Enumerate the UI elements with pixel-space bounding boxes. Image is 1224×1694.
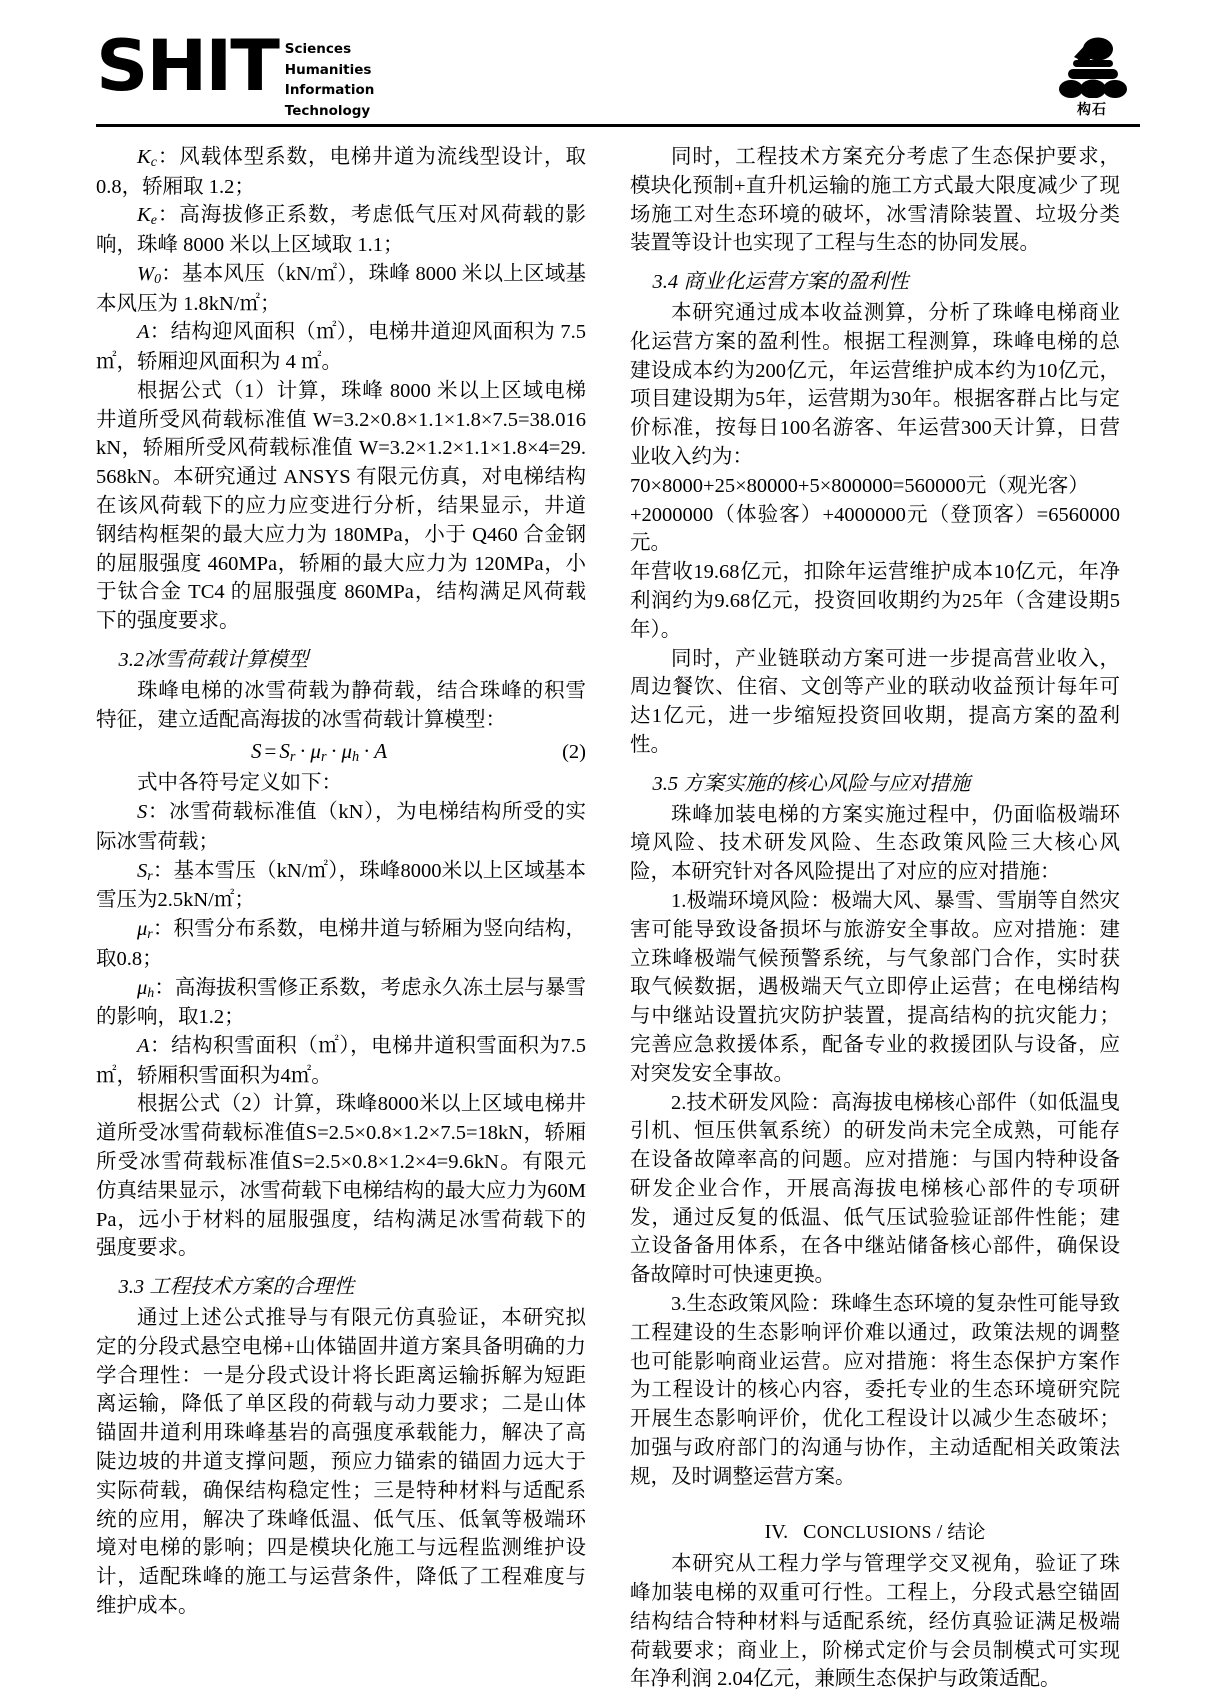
symbol-description: ：高海拔积雪修正系数，考虑永久冻土层与暴雪的影响，取1.2； (96, 976, 586, 1029)
symbol-name: K (137, 146, 151, 168)
paragraph-risk-intro: 珠峰加装电梯的方案实施过程中，仍面临极端环境风险、技术研发风险、生态政策风险三大核心风险，本研究针对各风险提出了对应的应对措施： (630, 803, 1120, 884)
equation-rhs-base: S (279, 739, 290, 764)
paragraph-conclusion: 本研究从工程力学与管理学交叉视角，验证了珠峰加装电梯的双重可行性。工程上，分段式悬空锚固结构结合特种材料与适配系统，经仿真验证满足极端荷载要求；商业上，阶梯式定价与会员制模式可实现年净利润 2.04亿元，兼顾生态保护与政策适配。 (630, 1553, 1120, 1691)
symbol-description: ：基本风压（kN/㎡），珠峰 8000 米以上区域基本风压为 1.8kN/㎡； (96, 262, 586, 315)
symbol-definition (96, 915, 586, 973)
journal-acronym: SHIT (96, 25, 278, 107)
equation-factor1: μ (310, 739, 321, 764)
symbol-name: K (137, 204, 151, 227)
paragraph-ecological-design: 同时，工程技术方案充分考虑了生态保护要求，模块化预制+直升机运输的施工方式最大限度减少了现场施工对生态环境的破坏，冰雪清除装置、垃圾分类装置等设计也实现了工程与生态的协同发展。 (630, 146, 1120, 255)
equation-factor1-sub: r (320, 749, 327, 766)
symbol-description: ：结构积雪面积（㎡），电梯井道积雪面积为7.5㎡，轿厢积雪面积为4㎡。 (96, 1035, 586, 1087)
symbol-name: S (137, 859, 148, 882)
section-heading-3-5: 3.5 方案实施的核心风险与应对措施 (652, 772, 971, 795)
revenue-calculation-line-2: +2000000（体验客）+4000000元（登顶客）=6560000元。 (630, 503, 1120, 555)
revenue-calculation-line-1: 70×8000+25×80000+5×800000=560000元（观光客） (630, 474, 1089, 497)
symbol-definition (96, 143, 586, 201)
paragraph-profitability-b: 年营收19.68亿元，扣除年运营维护成本10亿元，年净利润约为9.68亿元，投资回收期约为25年（含建设期5年）。 (630, 561, 1120, 641)
chapter-numeral: IV. (764, 1520, 789, 1543)
left-column (96, 143, 586, 1694)
symbol-description: ：高海拔修正系数，考虑低气压对风荷载的影响，珠峰 8000 米以上区域取 1.1； (96, 204, 586, 257)
chapter-title-cn: 结论 (947, 1521, 986, 1543)
symbol-definition (96, 201, 586, 259)
paragraph-snow-load-result: 根据公式（2）计算，珠峰8000米以上区域电梯井道所受冰雪荷载标准值S=2.5×0.8×1.2×7.5=18kN，轿厢所受冰雪荷载标准值S=2.5×0.8×1.2×4=9.6kN。有限元仿真结果显示，冰雪荷载下电梯结构的最大应力为60MPa，远小于材料的屈服强度，结构满足冰雪荷载下的强度要求。 (96, 1093, 586, 1260)
symbol-description: ：冰雪荷载标准值（kN），为电梯结构所受的实际冰雪荷载； (96, 801, 586, 853)
stacked-stones-icon (1044, 36, 1140, 98)
right-column (630, 143, 1120, 1694)
publisher-name: 构石 (1077, 102, 1107, 118)
symbol-name: A (137, 1035, 150, 1057)
paragraph-snow-model-intro: 珠峰电梯的冰雪荷载为静荷载，结合珠峰的积雪特征，建立适配高海拔的冰雪荷载计算模型： (96, 679, 586, 731)
section-heading-3-2: 3.2冰雪荷载计算模型 (118, 648, 309, 671)
equation-2-number: (2) (562, 741, 586, 764)
symbol-name: S (137, 801, 148, 824)
symbol-subscript: c (150, 155, 157, 171)
chapter-title-separator: / (936, 1520, 943, 1543)
risk-item: 2.技术研发风险：高海拔电梯核心部件（如低温曳引机、恒压供氧系统）的研发尚未完全成熟，可能存在设备故障率高的问题。应对措施：与国内特种设备研发企业合作，开展高海拔电梯核心部件的专项研发，通过反复的低温、低气压试验验证部件性能；建立设备备用体系，在各中继站储备核心部件，确保设备故障时可快速更换。 (630, 1091, 1120, 1287)
section-heading-3-3: 3.3 工程技术方案的合理性 (118, 1276, 355, 1299)
header-divider-rule (96, 124, 1140, 127)
symbol-definition (96, 857, 586, 915)
symbol-definition (96, 260, 586, 318)
two-column-body (96, 143, 1140, 1694)
symbol-definition (96, 974, 586, 1032)
page-header (96, 25, 1140, 119)
symbol-name: μ (137, 918, 148, 941)
journal-subtitle-line: Sciences (284, 41, 352, 57)
paragraph-technical-rationality: 通过上述公式推导与有限元仿真验证，本研究拟定的分段式悬空电梯+山体锚固井道方案具备明确的力学合理性：一是分段式设计将长距离运输拆解为短距离运输，降低了单区段的荷载与动力要求；二是山体锚固井道利用珠峰基岩的高强度承载能力，解决了高陡边坡的井道支撑问题，预应力锚索的锚固力远大于实际荷载，确保结构稳定性；三是特种材料与适配系统的应用，解决了珠峰低温、低气压、低氧等极端环境对电梯的影响；四是模块化施工与远程监测维护设计，适配珠峰的施工与运营条件，降低了工程难度与维护成本。 (96, 1307, 586, 1617)
symbol-description: ：结构迎风面积（㎡），电梯井道迎风面积为 7.5 ㎡，轿厢迎风面积为 4 ㎡。 (96, 321, 586, 373)
chapter-heading-conclusions (630, 1518, 1120, 1547)
journal-subtitle-line: Humanities (284, 61, 372, 78)
risk-item: 3.生态政策风险：珠峰生态环境的复杂性可能导致工程建设的生态影响评价难以通过，政策法规的调整也可能影响商业运营。应对措施：将生态保护方案作为工程设计的核心内容，委托专业的生态环境研究院开展生态影响评价，优化工程设计以减少生态破坏；加强与政府部门的沟通与协作，主动适配相关政策法规，及时调整运营方案。 (630, 1293, 1120, 1488)
journal-subtitle (285, 39, 375, 121)
symbol-definition (96, 318, 586, 376)
section-heading-3-4: 3.4 商业化运营方案的盈利性 (652, 271, 909, 294)
risk-item: 1.极端环境风险：极端大风、暴雪、雪崩等自然灾害可能导致设备损坏与旅游安全事故。应对措施：建立珠峰极端气候预警系统，与气象部门合作，实时获取气候数据，遇极端天气立即停止运营；在电梯结构与中继站设置抗灾防护装置，提高结构的抗灾能力；完善应急救援体系，配备专业的救援团队与设备，应对突发安全事故。 (630, 889, 1120, 1085)
paragraph-profitability-a: 本研究通过成本收益测算，分析了珠峰电梯商业化运营方案的盈利性。根据工程测算，珠峰电梯的总建设成本约为200亿元，年运营维护成本约为10亿元，项目建设期为5年，运营期为30年。根据客群占比与定价标准，按每日100名游客、年运营300天计算，日营业收入约为： (630, 301, 1120, 468)
symbol-description: ：风载体型系数，电梯井道为流线型设计，取 0.8，轿厢取 1.2； (96, 146, 586, 198)
equation-rhs-sub: r (289, 749, 296, 766)
symbol-name: W (137, 262, 155, 285)
symbol-definition (96, 1032, 586, 1090)
symbol-subscript: e (150, 213, 157, 229)
paragraph-profitability-c: 同时，产业链联动方案可进一步提高营业收入，周边餐饮、住宿、文创等产业的联动收益预计每年可达1亿元，进一步缩短投资回收期，提高方案的盈利性。 (630, 647, 1120, 756)
symbol-subscript: r (147, 868, 153, 884)
symbol-name: μ (137, 976, 148, 999)
equation-2-row (96, 739, 586, 766)
paragraph-symbols-lead: 式中各符号定义如下： (137, 772, 342, 795)
journal-subtitle-line: Technology (284, 102, 371, 119)
symbol-description: ：积雪分布系数，电梯井道与轿厢为竖向结构，取0.8； (96, 918, 586, 970)
symbol-subscript: h (147, 985, 155, 1001)
equation-factor2: μ (341, 739, 353, 764)
symbol-subscript: r (147, 927, 153, 943)
journal-subtitle-line: Information (284, 82, 375, 99)
paragraph-wind-load-result: 根据公式（1）计算，珠峰 8000 米以上区域电梯井道所受风荷载标准值 W=3.2×0.8×1.1×1.8×7.5=38.016kN，轿厢所受风荷载标准值 W=3.2×1.2×1.1×1.8×4=29.568kN。本研究通过 ANSYS 有限元仿真，对电梯结构在该风荷载下的应力应变进行分析，结果显示，井道钢结构框架的最大应力为 180MPa，小于 Q460 合金钢的屈服强度 460MPa，轿厢的最大应力为 120MPa，小于钛合金 TC4 的屈服强度 860MPa，结构满足风荷载下的强度要求。 (96, 379, 586, 633)
journal-brand (96, 25, 375, 121)
symbol-definition (96, 798, 586, 856)
symbol-subscript: 0 (154, 271, 162, 287)
symbol-description: ：基本雪压（kN/㎡），珠峰8000米以上区域基本雪压为2.5kN/㎡； (96, 859, 586, 912)
publisher-logo (1044, 36, 1140, 119)
equation-2-body: $S = S_r \cdot \mu_r \cdot \mu_h \cdot A$ (250, 739, 388, 766)
equation-lhs: S (250, 739, 262, 764)
symbol-name: A (137, 321, 150, 344)
equation-factor3: A (374, 739, 388, 764)
chapter-title-en: CONCLUSIONS (803, 1520, 932, 1543)
equation-factor2-sub: h (352, 749, 360, 766)
